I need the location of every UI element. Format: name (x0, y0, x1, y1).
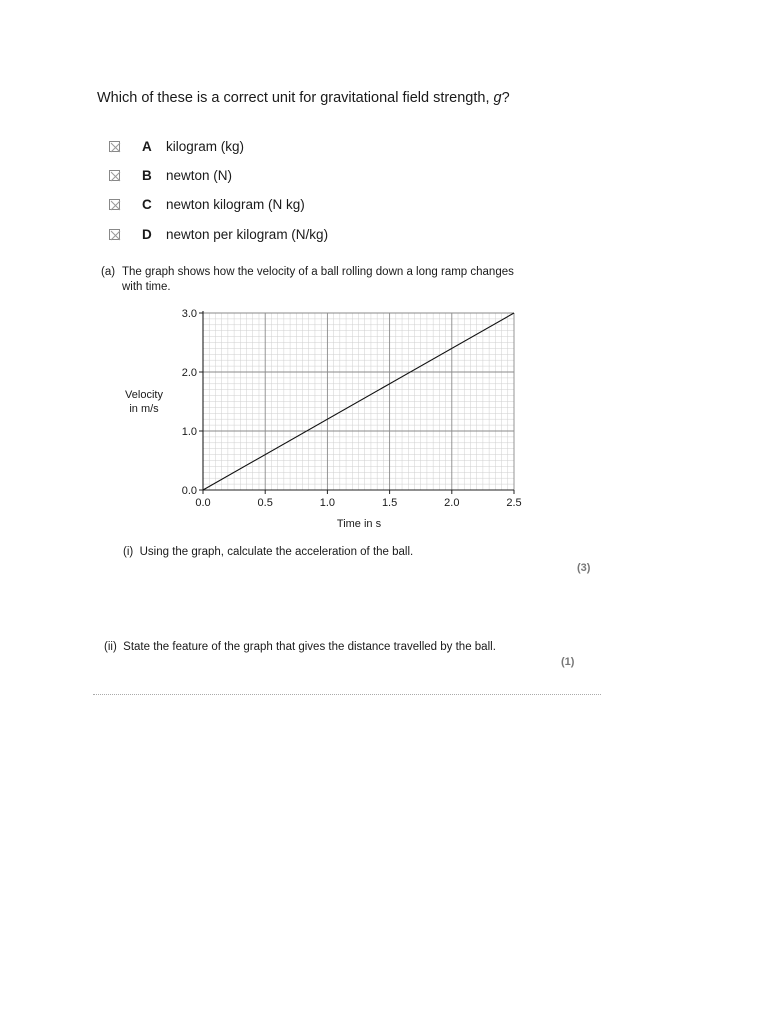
option-letter: A (142, 138, 152, 154)
part-ii (104, 641, 496, 653)
y-axis-label-line1: Velocity (125, 389, 163, 401)
part-ii-text: State the feature of the graph that gives the distance travelled by the ball. (123, 641, 496, 653)
answer-line (93, 694, 601, 695)
option-letter: B (142, 167, 152, 183)
x-tick-label: 2.0 (444, 497, 460, 509)
part-ii-marks: (1) (561, 656, 575, 668)
x-tick-label: 2.5 (506, 497, 522, 509)
x-tick-label: 0.0 (195, 497, 211, 509)
option-text: newton kilogram (N kg) (166, 196, 305, 212)
part-i-text: Using the graph, calculate the acceleration of the ball. (139, 546, 414, 558)
y-tick-label: 2.0 (181, 367, 197, 379)
x-axis-label: Time in s (336, 518, 382, 530)
option-text: kilogram (kg) (166, 138, 245, 154)
question-text: Which of these is a correct unit for gravitational field strength, (97, 90, 494, 106)
part-i-label: (i) (123, 546, 134, 558)
x-tick-label: 0.5 (257, 497, 273, 509)
part-i (123, 546, 413, 558)
y-axis-label-line2: in m/s (129, 403, 159, 415)
option-text: newton (N) (166, 167, 233, 183)
part-a-label: (a) (101, 266, 116, 278)
y-tick-label: 1.0 (181, 426, 197, 438)
part-a-line1: The graph shows how the velocity of a ball rolling down a long ramp changes (122, 266, 514, 278)
option-text: newton per kilogram (N/kg) (166, 226, 329, 242)
question-symbol: g (493, 90, 502, 106)
part-a-line2: with time. (122, 281, 171, 293)
y-tick-label: 0.0 (181, 485, 197, 497)
part-ii-label: (ii) (104, 641, 117, 653)
x-tick-label: 1.5 (381, 497, 398, 509)
option-letter: C (142, 196, 152, 212)
y-tick-label: 3.0 (181, 308, 197, 320)
option-letter: D (142, 226, 152, 242)
part-i-marks: (3) (577, 562, 591, 574)
x-tick-label: 1.0 (319, 497, 336, 509)
question-end: ? (501, 90, 510, 106)
